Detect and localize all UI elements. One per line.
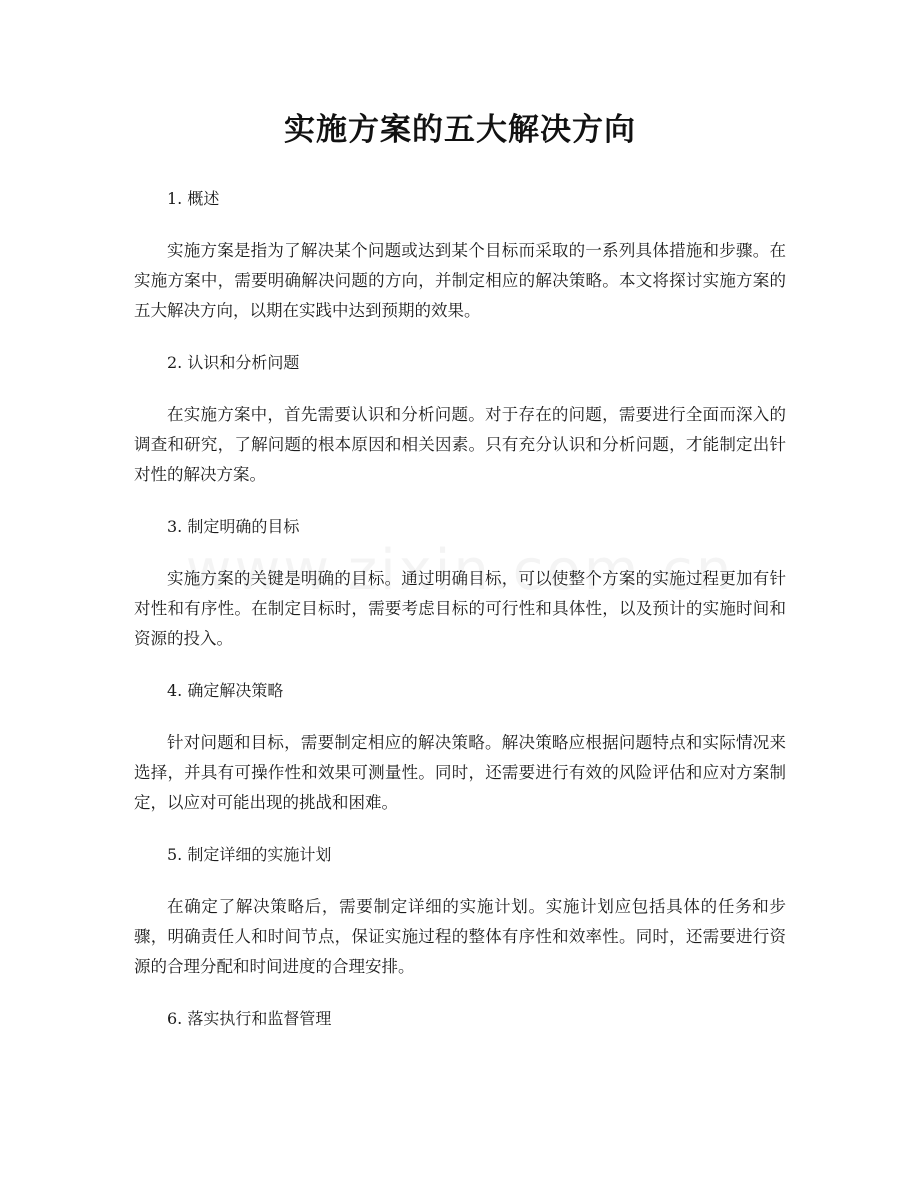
- section-paragraph-4: 针对问题和目标，需要制定相应的解决策略。解决策略应根据问题特点和实际情况来选择，并具有可操作性和效果可测量性。同时，还需要进行有效的风险评估和应对方案制定，以应对可能出现的挑战和困难。: [134, 733, 786, 812]
- section-heading-1: 1. 概述: [167, 189, 220, 208]
- section-heading-6: 6. 落实执行和监督管理: [167, 1009, 332, 1028]
- section-heading-3: 3. 制定明确的目标: [167, 517, 300, 536]
- section-paragraph-5: 在确定了解决策略后，需要制定详细的实施计划。实施计划应包括具体的任务和步骤，明确责任人和时间节点，保证实施过程的整体有序性和效率性。同时，还需要进行资源的合理分配和时间进度的合理安排。: [134, 897, 786, 976]
- section-paragraph-1: 实施方案是指为了解决某个问题或达到某个目标而采取的一系列具体措施和步骤。在实施方案中，需要明确解决问题的方向，并制定相应的解决策略。本文将探讨实施方案的五大解决方向，以期在实践中达到预期的效果。: [134, 241, 786, 320]
- section-paragraph-2: 在实施方案中，首先需要认识和分析问题。对于存在的问题，需要进行全面而深入的调查和研究，了解问题的根本原因和相关因素。只有充分认识和分析问题，才能制定出针对性的解决方案。: [134, 405, 786, 484]
- section-paragraph-3: 实施方案的关键是明确的目标。通过明确目标，可以使整个方案的实施过程更加有针对性和有序性。在制定目标时，需要考虑目标的可行性和具体性，以及预计的实施时间和资源的投入。: [134, 569, 786, 648]
- document-body: [134, 184, 786, 1056]
- section-heading-2: 2. 认识和分析问题: [167, 353, 300, 372]
- document-title: 实施方案的五大解决方向: [284, 112, 636, 148]
- section-heading-4: 4. 确定解决策略: [167, 681, 284, 700]
- section-heading-5: 5. 制定详细的实施计划: [167, 845, 332, 864]
